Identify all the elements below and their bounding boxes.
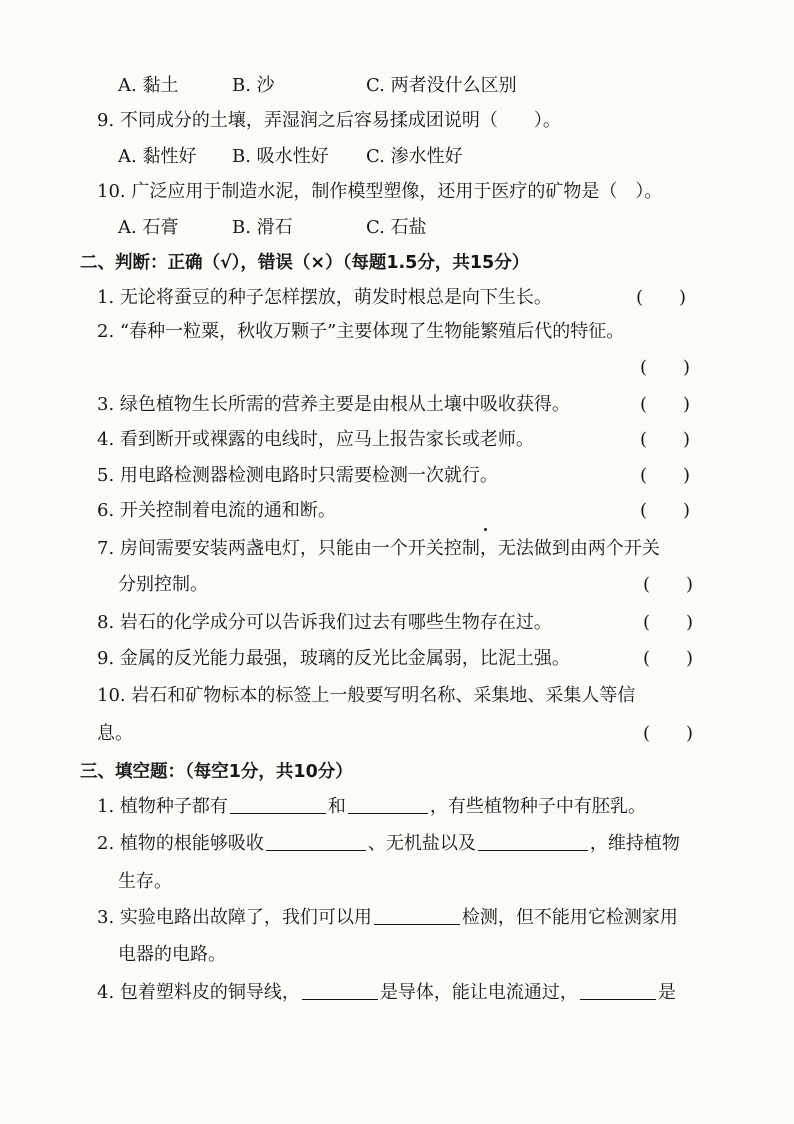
q10-option-c: C. 石盐 bbox=[366, 217, 427, 238]
judge-answer-3[interactable]: ( ) bbox=[640, 394, 691, 415]
fill-1-part-3: ，有些植物种子中有胚乳。 bbox=[429, 796, 646, 817]
judge-item-4: 4. 看到断开或裸露的电线时，应马上报告家长或老师。 bbox=[97, 429, 534, 450]
judge-answer-9[interactable]: ( ) bbox=[643, 648, 694, 669]
judge-item-10-cont: 息。 bbox=[97, 723, 133, 744]
fill-1-blank-1[interactable] bbox=[230, 795, 326, 814]
section2-heading: 二、判断：正确（√），错误（×）（每题1.5分，共15分） bbox=[80, 253, 530, 273]
q10-option-b: B. 滑石 bbox=[232, 217, 293, 238]
fill-item-2 bbox=[97, 832, 680, 856]
q10-options bbox=[0, 216, 794, 240]
fill-2-part-3: ，维持植物 bbox=[589, 833, 680, 854]
judge-item-1: 1. 无论将蚕豆的种子怎样摆放，萌发时根总是向下生长。 bbox=[97, 287, 552, 308]
q9-options bbox=[0, 145, 794, 169]
fill-item-2-cont: 生存。 bbox=[118, 871, 172, 892]
fill-1-part-2: 和 bbox=[327, 796, 346, 817]
judge-item-3: 3. 绿色植物生长所需的营养主要是由根从土壤中吸收获得。 bbox=[97, 394, 570, 415]
q8-option-c: C. 两者没什么区别 bbox=[366, 75, 517, 96]
fill-3-part-1: 3. 实验电路出故障了，我们可以用 bbox=[97, 907, 372, 928]
judge-item-9: 9. 金属的反光能力最强，玻璃的反光比金属弱，比泥土强。 bbox=[97, 648, 570, 669]
q8-option-b: B. 沙 bbox=[232, 75, 275, 96]
judge-item-5: 5. 用电路检测器检测电路时只需要检测一次就行。 bbox=[97, 465, 498, 486]
q9-option-b: B. 吸水性好 bbox=[232, 146, 329, 167]
fill-2-blank-2[interactable] bbox=[478, 832, 588, 851]
q8-option-a: A. 黏土 bbox=[118, 75, 179, 96]
judge-item-6: 6. 开关控制着电流的通和断。 bbox=[97, 500, 336, 521]
speck-mark bbox=[484, 528, 487, 531]
judge-answer-5[interactable]: ( ) bbox=[640, 465, 691, 486]
fill-4-blank-1[interactable] bbox=[302, 981, 378, 1000]
judge-answer-8[interactable]: ( ) bbox=[643, 612, 694, 633]
q9-option-a: A. 黏性好 bbox=[118, 146, 197, 167]
fill-item-4 bbox=[97, 981, 676, 1005]
judge-item-7-cont: 分别控制。 bbox=[118, 574, 208, 595]
q10-text: 10. 广泛应用于制造水泥，制作模型塑像，还用于医疗的矿物是（ ）。 bbox=[97, 181, 663, 202]
fill-4-part-2: 是导体，能让电流通过， bbox=[379, 982, 578, 1003]
fill-2-part-2: 、无机盐以及 bbox=[367, 833, 476, 854]
judge-item-8: 8. 岩石的化学成分可以告诉我们过去有哪些生物存在过。 bbox=[97, 612, 552, 633]
judge-answer-7[interactable]: ( ) bbox=[643, 574, 694, 595]
fill-item-3 bbox=[97, 906, 678, 930]
fill-4-part-1: 4. 包着塑料皮的铜导线， bbox=[97, 982, 300, 1003]
section3-heading: 三、填空题：（每空1分，共10分） bbox=[80, 762, 353, 782]
judge-answer-6[interactable]: ( ) bbox=[640, 500, 691, 521]
judge-answer-10[interactable]: ( ) bbox=[643, 723, 694, 744]
q9-text: 9. 不同成分的土壤，弄湿润之后容易揉成团说明（ ）。 bbox=[97, 110, 561, 131]
fill-1-part-1: 1. 植物种子都有 bbox=[97, 796, 228, 817]
judge-item-10: 10. 岩石和矿物标本的标签上一般要写明名称、采集地、采集人等信 bbox=[97, 685, 636, 706]
judge-answer-2[interactable]: ( ) bbox=[640, 357, 691, 378]
fill-4-blank-2[interactable] bbox=[580, 981, 656, 1000]
judge-answer-4[interactable]: ( ) bbox=[640, 429, 691, 450]
fill-2-part-1: 2. 植物的根能够吸收 bbox=[97, 833, 264, 854]
q9-option-c: C. 渗水性好 bbox=[366, 146, 463, 167]
q10-option-a: A. 石膏 bbox=[118, 217, 179, 238]
fill-1-blank-2[interactable] bbox=[348, 795, 428, 814]
fill-2-blank-1[interactable] bbox=[266, 832, 366, 851]
fill-item-3-cont: 电器的电路。 bbox=[118, 944, 226, 965]
judge-answer-1[interactable]: ( ) bbox=[636, 287, 687, 308]
fill-4-part-3: 是 bbox=[657, 982, 676, 1003]
q8-options bbox=[0, 74, 794, 98]
judge-item-7: 7. 房间需要安装两盏电灯，只能由一个开关控制，无法做到由两个开关 bbox=[97, 538, 660, 559]
fill-3-part-2: 检测，但不能用它检测家用 bbox=[461, 907, 678, 928]
fill-3-blank-1[interactable] bbox=[374, 906, 460, 925]
judge-item-2: 2. “春种一粒粟，秋收万颗子”主要体现了生物能繁殖后代的特征。 bbox=[97, 321, 625, 342]
fill-item-1 bbox=[97, 795, 646, 819]
